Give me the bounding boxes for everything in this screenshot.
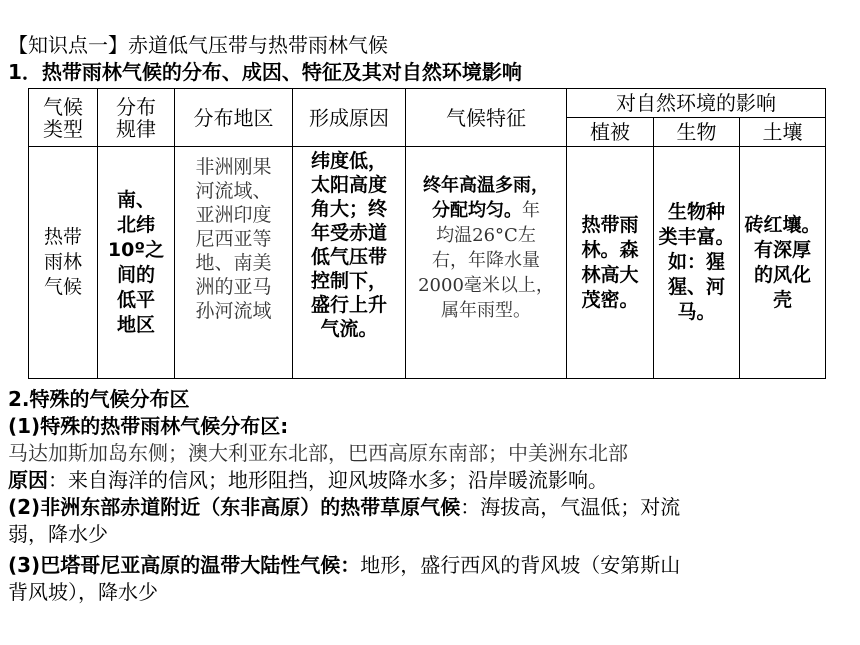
sub2-text-line1: ：海拔高，气温低；对流	[460, 495, 681, 519]
header-cause: 形成原因	[293, 89, 406, 147]
sub2-text-line2: 弱，降水少	[8, 522, 108, 546]
cell-cause: 纬度低， 太阳高度 角大；终 年受赤道 低气压带 控制下， 盛行上升 气流。	[293, 147, 406, 379]
cell-vegetation: 热带雨 林。森 林高大 茂密。	[567, 147, 654, 379]
cell-features: 终年高温多雨， 分配均匀。年 均温26°C左 右，年降水量 2000毫米以上， 属年雨型。	[406, 147, 567, 379]
header-soil: 土壤	[740, 118, 826, 147]
title-line	[8, 33, 388, 57]
sub3-text-line1: 地形，盛行西风的背风坡（安第斯山	[360, 553, 681, 577]
header-features: 气候特征	[406, 89, 567, 147]
sub1-reason: ：来自海洋的信风；地形阻挡，迎风坡降水多；沿岸暖流影响。	[48, 468, 608, 492]
sub1-reason-line	[8, 468, 608, 492]
sub2-cont-line	[8, 522, 108, 546]
sub3-cont-line	[8, 580, 158, 604]
cell-climate-type: 热带 雨林 气候	[29, 147, 98, 379]
sub3-line	[8, 553, 680, 577]
sub2-title: (2)非洲东部赤道附近（东非高原）的热带草原气候	[8, 495, 461, 519]
header-distribution-rule: 分布 规律	[98, 89, 175, 147]
sub2-line	[8, 495, 680, 519]
climate-table	[28, 88, 826, 379]
sub1-places: 马达加斯加岛东侧；澳大利亚东北部，巴西高原东南部；中美洲东北部	[8, 441, 628, 465]
header-region: 分布地区	[175, 89, 293, 147]
section2-title: 2.特殊的气候分布区	[8, 387, 190, 411]
sub3-title: (3)巴塔哥尼亚高原的温带大陆性气候：	[8, 553, 361, 577]
header-impact: 对自然环境的影响	[567, 89, 826, 118]
sub1-title: (1)特殊的热带雨林气候分布区:	[8, 414, 289, 438]
section2-title-line	[8, 387, 190, 411]
subtitle-line	[8, 60, 522, 84]
sub1-reason-label: 原因	[8, 468, 48, 492]
table-subtitle: 1．热带雨林气候的分布、成因、特征及其对自然环境影响	[8, 60, 522, 84]
cell-distribution-rule: 南、 北纬 10º之 间的 低平 地区	[98, 147, 175, 379]
sub1-places-line	[8, 441, 628, 465]
header-vegetation: 植被	[567, 118, 654, 147]
cell-soil: 砖红壤。 有深厚 的风化 壳	[740, 147, 826, 379]
header-biology: 生物	[654, 118, 740, 147]
sub3-text-line2: 背风坡），降水少	[8, 580, 158, 604]
cell-region: 非洲刚果 河流域、 亚洲印度 尼西亚等 地、南美 洲的亚马 孙河流域	[175, 147, 293, 379]
knowledge-point-title: 【知识点一】赤道低气压带与热带雨林气候	[8, 33, 388, 57]
sub1-title-line	[8, 414, 288, 438]
header-climate-type: 气候 类型	[29, 89, 98, 147]
cell-biology: 生物种 类丰富。 如：猩 猩、河 马。	[654, 147, 740, 379]
table-row	[29, 147, 826, 379]
